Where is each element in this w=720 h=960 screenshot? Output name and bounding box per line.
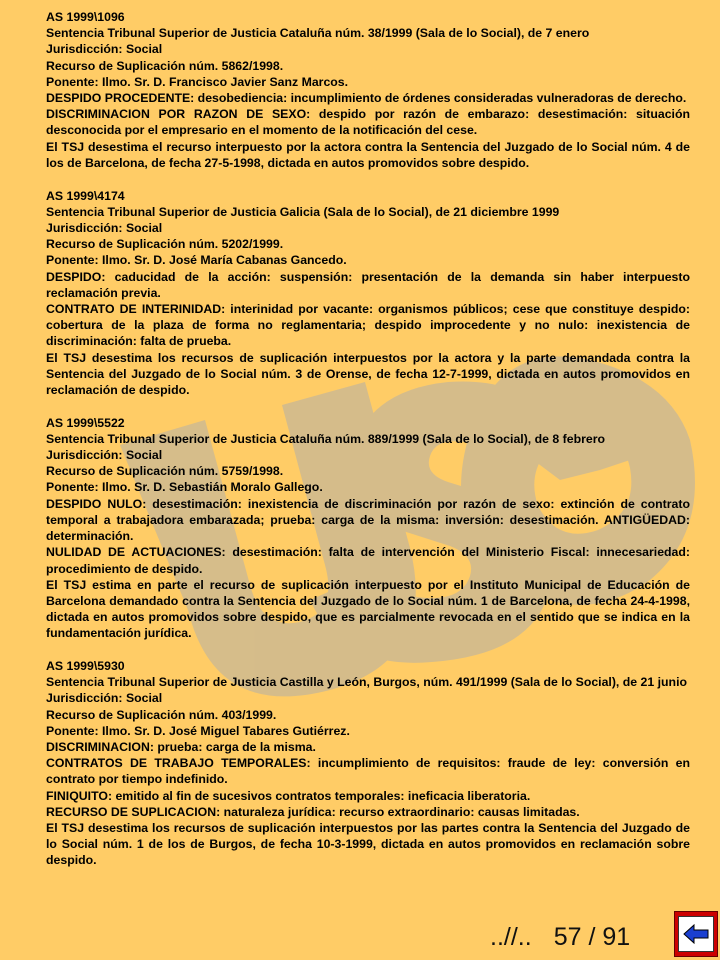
speaker: Ponente: Ilmo. Sr. D. Francisco Javier Sanz Marcos.	[46, 74, 349, 89]
page-current: 57	[553, 923, 582, 951]
topic: DISCRIMINACION: prueba: carga de la misma.	[46, 740, 316, 755]
appeal-number: Recurso de Suplicación núm. 5862/1998.	[46, 58, 284, 73]
case-entry	[46, 658, 690, 869]
jurisdiction: Jurisdicción: Social	[46, 42, 163, 57]
case-entry	[46, 188, 690, 399]
case-reference: AS 1999\4174	[46, 188, 125, 203]
summary: El TSJ desestima los recursos de suplicación interpuestos por la actora y la parte demandada contra la Sentencia del Juzgado de lo Social núm. 3 de Orense, de fecha 12-7-1999, dictada en autos promovidos en reclamación de despido.	[46, 350, 690, 397]
topic: DESPIDO: caducidad de la acción: suspensión: presentación de la demanda sin haber interpuesto reclamación previa.	[46, 269, 690, 300]
topic: NULIDAD DE ACTUACIONES: desestimación: falta de intervención del Ministerio Fiscal: innecesariedad: procedimiento de despido.	[46, 545, 690, 576]
appeal-number: Recurso de Suplicación núm. 5759/1998.	[46, 464, 284, 479]
court-ruling: Sentencia Tribunal Superior de Justicia Castilla y León, Burgos, núm. 491/1999 (Sala de lo Social), de 21 junio	[46, 675, 687, 690]
topic: RECURSO DE SUPLICACION: naturaleza jurídica: recurso extraordinario: causas limitadas.	[46, 804, 580, 819]
speaker: Ponente: Ilmo. Sr. D. José María Cabanas Gancedo.	[46, 253, 347, 268]
court-ruling: Sentencia Tribunal Superior de Justicia Cataluña núm. 889/1999 (Sala de lo Social), de 8 febrero	[46, 431, 606, 446]
case-reference: AS 1999\5930	[46, 659, 125, 674]
speaker: Ponente: Ilmo. Sr. D. José Miguel Tabares Gutiérrez.	[46, 723, 350, 738]
topic: DESPIDO NULO: desestimación: inexistencia de discriminación por razón de sexo: extinción de contrato temporal a trabajadora embarazada; prueba: carga de la misma: inversión: desestimación. ANTIGÜEDAD: determinación.	[46, 496, 690, 544]
jurisdiction: Jurisdicción: Social	[46, 448, 163, 463]
jurisdiction: Jurisdicción: Social	[46, 691, 163, 706]
case-entry	[46, 415, 690, 642]
page-separator: /	[588, 923, 596, 951]
back-button-face	[678, 916, 714, 952]
jurisdiction: Jurisdicción: Social	[46, 220, 163, 235]
topic: DISCRIMINACION POR RAZON DE SEXO: despido por razón de embarazo: desestimación: situación desconocida por el empresario en el momento de la notificación del cese.	[46, 107, 690, 138]
document-body	[46, 9, 690, 885]
topic: DESPIDO PROCEDENTE: desobediencia: incumplimiento de órdenes consideradas vulneradoras de derecho.	[46, 91, 687, 106]
appeal-number: Recurso de Suplicación núm. 403/1999.	[46, 707, 277, 722]
speaker: Ponente: Ilmo. Sr. D. Sebastián Moralo Gallego.	[46, 480, 323, 495]
continuation-marker: ..//..	[490, 923, 532, 951]
summary: El TSJ desestima los recursos de suplicación interpuestos por las partes contra la Sentencia del Juzgado de lo Social núm. 1 de los de Burgos, de fecha 10-3-1999, dictada en autos promovidos en reclamación sobre despido.	[46, 821, 690, 868]
case-reference: AS 1999\5522	[46, 415, 125, 430]
summary: El TSJ desestima el recurso interpuesto por la actora contra la Sentencia del Juzgado de lo Social núm. 4 de los de Barcelona, de fecha 27-5-1998, dictada en autos promovidos sobre despido.	[46, 139, 690, 170]
back-button[interactable]	[674, 911, 718, 957]
page-total: 91	[602, 923, 631, 951]
topic: CONTRATOS DE TRABAJO TEMPORALES: incumplimiento de requisitos: fraude de ley: conversión en contrato por tiempo indefinido.	[46, 756, 690, 787]
court-ruling: Sentencia Tribunal Superior de Justicia Galicia (Sala de lo Social), de 21 diciembre 1999	[46, 204, 560, 219]
case-entry	[46, 9, 690, 171]
back-arrow-icon	[682, 923, 710, 945]
topic: FINIQUITO: emitido al fin de sucesivos contratos temporales: ineficacia liberatoria.	[46, 788, 531, 803]
summary: El TSJ estima en parte el recurso de suplicación interpuesto por el Instituto Municipal de Educación de Barcelona demandado contra la Sentencia del Juzgado de lo Social núm. 1 de Barcelona, de fecha 24-4-1998, dictada en autos promovidos sobre despido, que es parcialmente revocada en el sentido que se indica en la fundamentación jurídica.	[46, 577, 690, 641]
court-ruling: Sentencia Tribunal Superior de Justicia Cataluña núm. 38/1999 (Sala de lo Social), de 7 enero	[46, 26, 590, 41]
appeal-number: Recurso de Suplicación núm. 5202/1999.	[46, 237, 284, 252]
page-footer	[490, 922, 630, 952]
topic: CONTRATO DE INTERINIDAD: interinidad por vacante: organismos públicos; cese que constituye despido: cobertura de la plaza de forma no reglamentaria; despido improcedente y no nulo: inexistencia de discriminación: falta de prueba.	[46, 301, 690, 349]
case-reference: AS 1999\1096	[46, 10, 125, 24]
